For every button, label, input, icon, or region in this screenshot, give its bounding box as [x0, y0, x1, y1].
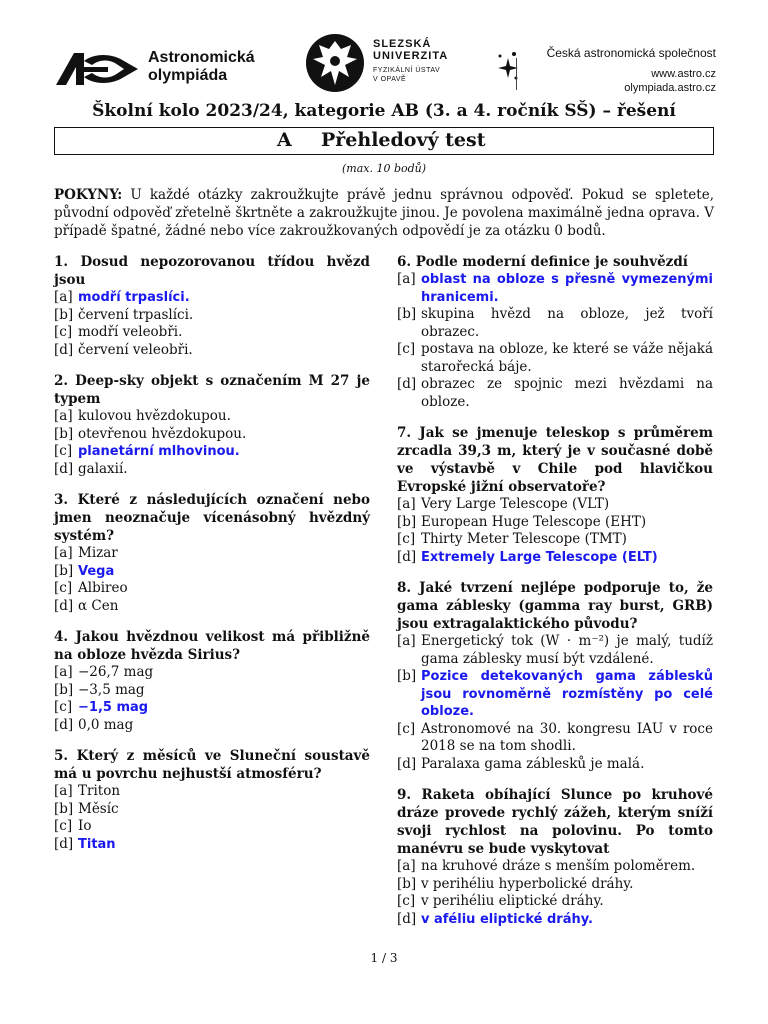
option-key: [c]	[54, 580, 73, 596]
instructions-text: U každé otázky zakroužkujte právě jednu správnou odpověď. Pokud se spletete, původní odpověď zřetelně škrtněte a zakroužkujte jinou. Je povolena maximálně jedna oprava. V případě špatné, žádné nebo více zakroužkovaných odpovědí je za otázku 0 bodů.	[54, 187, 714, 239]
su-sub-1: FYZIKÁLNÍ ÚSTAV	[373, 67, 441, 74]
option-text: Astronomové na 30. kongresu IAU v roce 2018 se na tom shodli.	[421, 720, 713, 754]
question	[54, 372, 370, 478]
option-key: [b]	[397, 513, 417, 530]
option-text: −26,7 mag	[78, 664, 154, 680]
answer-option-correct[interactable]	[397, 549, 713, 567]
astronomicka-olympiada-logo	[54, 45, 294, 93]
option-key: [a]	[397, 858, 416, 874]
questions-right-column	[397, 253, 713, 941]
answer-option[interactable]	[397, 514, 713, 532]
cas-name: Česká astronomická společnost	[546, 46, 716, 60]
answer-option-correct[interactable]	[397, 668, 713, 721]
answer-option-correct[interactable]	[397, 911, 713, 929]
option-key: [d]	[397, 910, 417, 927]
olympiada-website-link[interactable]: olympiada.astro.cz	[624, 82, 716, 94]
answer-option[interactable]	[397, 721, 713, 756]
answer-option[interactable]	[54, 307, 370, 325]
option-key: [c]	[397, 531, 416, 547]
answer-option-correct[interactable]	[54, 443, 370, 461]
option-key: [b]	[54, 800, 74, 817]
option-text: obrazec ze spojnic mezi hvězdami na obloze.	[421, 376, 713, 410]
option-text: Paralaxa gama záblesků je malá.	[421, 755, 645, 772]
answer-option[interactable]	[397, 858, 713, 876]
option-key: [c]	[397, 893, 416, 909]
su-sub-2: V OPAVĚ	[373, 76, 407, 83]
question-text: 9. Raketa obíhající Slunce po kruhové dráze provede rychlý zážeh, kterým sníží svoji rychlost na polovinu. Po tomto manévru se bude vyskytovat	[397, 787, 713, 857]
option-key: [a]	[397, 633, 416, 649]
option-text: Mizar	[78, 545, 118, 561]
option-key: [c]	[54, 699, 73, 715]
answer-option-correct[interactable]	[54, 836, 370, 854]
option-text: −1,5 mag	[78, 700, 149, 715]
question-text: 8. Jaké tvrzení nejlépe podporuje to, že gama záblesky (gamma ray burst, GRB) jsou extragalaktického původu?	[397, 580, 713, 632]
option-key: [d]	[54, 835, 74, 852]
answer-option[interactable]	[54, 580, 370, 598]
page-number: 1 / 3	[370, 951, 398, 965]
question-text: 7. Jak se jmenuje teleskop s průměrem zrcadla 39,3 m, který je v současné době ve výstavbě v Chile pod hlavičkou Evropské jižní observatoře?	[397, 425, 713, 495]
ceska-astronomicka-spolecnost-logo	[494, 44, 716, 100]
cas-website-link[interactable]: www.astro.cz	[651, 68, 716, 80]
section-letter: A	[277, 129, 292, 151]
option-text: oblast na obloze s přesně vymezenými hranicemi.	[421, 272, 713, 305]
answer-option[interactable]	[54, 598, 370, 616]
option-text: kulovou hvězdokupou.	[78, 408, 231, 424]
option-text: v aféliu eliptické dráhy.	[421, 911, 593, 927]
option-key: [a]	[54, 545, 73, 561]
option-text: na kruhové dráze s menším poloměrem.	[421, 858, 696, 874]
answer-option[interactable]	[54, 545, 370, 563]
answer-option[interactable]	[54, 408, 370, 426]
option-key: [b]	[54, 681, 74, 698]
option-key: [d]	[54, 597, 74, 614]
option-key: [b]	[54, 562, 74, 579]
su-line-1: SLEZSKÁ	[373, 38, 432, 50]
option-key: [b]	[54, 425, 74, 442]
answer-option[interactable]	[397, 756, 713, 774]
option-key: [a]	[54, 783, 73, 799]
option-text: Extremely Large Telescope (ELT)	[421, 549, 658, 565]
option-key: [d]	[397, 376, 417, 392]
answer-option[interactable]	[397, 633, 713, 668]
answer-option[interactable]	[54, 818, 370, 836]
ao-line-2: olympiáda	[148, 67, 228, 84]
option-key: [b]	[397, 306, 417, 322]
question-text: 1. Dosud nepozorovanou třídou hvězd jsou	[54, 254, 370, 288]
option-key: [a]	[397, 496, 416, 512]
option-key: [b]	[54, 306, 74, 323]
question	[54, 491, 370, 615]
su-line-2: UNIVERZITA	[373, 50, 449, 62]
option-text: otevřenou hvězdokupou.	[78, 425, 247, 442]
question	[54, 628, 370, 734]
option-text: Triton	[78, 783, 121, 799]
option-text: galaxií.	[78, 460, 128, 477]
university-emblem-icon	[305, 33, 367, 93]
question-text: 3. Které z následujících označení nebo jmen neoznačuje vícenásobný hvězdný systém?	[54, 492, 370, 544]
option-key: [b]	[397, 668, 417, 684]
option-text: postava na obloze, ke které se váže nějaká starořecká báje.	[421, 341, 713, 375]
question-text: 4. Jakou hvězdnou velikost má přibližně na obloze hvězda Sirius?	[54, 629, 370, 663]
option-key: [a]	[54, 289, 73, 305]
answer-option[interactable]	[54, 783, 370, 801]
option-text: Titan	[78, 836, 116, 852]
option-text: modří trpaslíci.	[78, 290, 190, 305]
question-text: 6. Podle moderní definice je souhvězdí	[397, 254, 688, 270]
option-key: [c]	[397, 341, 416, 357]
max-points: (max. 10 bodů)	[341, 162, 427, 175]
answer-option[interactable]	[397, 876, 713, 894]
answer-option[interactable]	[397, 496, 713, 514]
answer-option[interactable]	[54, 717, 370, 735]
question	[397, 253, 713, 411]
answer-option[interactable]	[54, 324, 370, 342]
answer-option[interactable]	[397, 531, 713, 549]
option-text: Energetický tok (W · m⁻²) je malý, tudíž gama záblesky musí být vzdálené.	[421, 633, 713, 667]
option-text: Albireo	[78, 580, 128, 596]
answer-option[interactable]	[54, 461, 370, 479]
option-key: [c]	[54, 443, 73, 459]
option-text: Io	[78, 818, 92, 834]
answer-option[interactable]	[397, 376, 713, 411]
section-title-box	[54, 127, 714, 155]
question	[397, 786, 713, 928]
question	[54, 747, 370, 853]
option-text: Pozice detekovaných gama záblesků jsou rovnoměrně rozmístěny po celé obloze.	[421, 669, 713, 719]
option-text: červení veleobři.	[78, 341, 193, 358]
option-key: [d]	[397, 755, 417, 772]
star-cluster-icon	[494, 46, 524, 86]
option-text: European Huge Telescope (EHT)	[421, 513, 647, 530]
option-key: [c]	[54, 324, 73, 340]
option-key: [c]	[54, 818, 73, 834]
question-text: 5. Který z měsíců ve Sluneční soustavě má u povrchu nejhustší atmosféru?	[54, 748, 370, 782]
option-key: [b]	[397, 875, 417, 892]
question-text: 2. Deep-sky objekt s označením M 27 je typem	[54, 373, 370, 407]
option-text: −3,5 mag	[78, 681, 145, 698]
option-text: v perihéliu hyperbolické dráhy.	[421, 875, 634, 892]
option-text: Měsíc	[78, 800, 119, 817]
instructions	[54, 186, 714, 240]
option-key: [c]	[397, 720, 416, 737]
option-key: [d]	[54, 341, 74, 358]
answer-option[interactable]	[54, 682, 370, 700]
slezska-univerzita-logo	[305, 33, 495, 93]
option-text: Vega	[78, 563, 115, 579]
option-key: [a]	[54, 664, 73, 680]
option-text: Very Large Telescope (VLT)	[421, 496, 610, 512]
answer-option[interactable]	[54, 664, 370, 682]
answer-option[interactable]	[397, 893, 713, 911]
option-text: v perihéliu eliptické dráhy.	[421, 893, 604, 909]
ao-logo-icon	[54, 51, 140, 87]
question	[397, 424, 713, 566]
answer-option[interactable]	[397, 306, 713, 341]
option-text: Thirty Meter Telescope (TMT)	[421, 531, 627, 547]
answer-option-correct[interactable]	[397, 271, 713, 306]
answer-option-correct[interactable]	[54, 699, 370, 717]
ao-line-1: Astronomická	[148, 49, 255, 66]
option-text: červení trpaslíci.	[78, 306, 194, 323]
option-text: α Cen	[78, 597, 119, 614]
answer-option[interactable]	[54, 426, 370, 444]
round-title: Školní kolo 2023/24, kategorie AB (3. a 4. ročník SŠ) – řešení	[92, 101, 676, 121]
answer-option-correct[interactable]	[54, 563, 370, 581]
option-key: [d]	[397, 548, 417, 565]
option-key: [a]	[397, 271, 416, 287]
answer-option[interactable]	[397, 341, 713, 376]
option-text: modří veleobři.	[78, 324, 183, 340]
questions-left-column	[54, 253, 370, 866]
option-key: [a]	[54, 408, 73, 424]
instructions-label: POKYNY:	[54, 187, 123, 203]
section-title: Přehledový test	[321, 129, 486, 151]
answer-option[interactable]	[54, 801, 370, 819]
option-text: skupina hvězd na obloze, jež tvoří obrazec.	[421, 306, 713, 340]
answer-option[interactable]	[54, 342, 370, 360]
option-text: 0,0 mag	[78, 716, 134, 733]
option-key: [d]	[54, 460, 74, 477]
cas-divider	[516, 58, 517, 90]
option-text: planetární mlhovinou.	[78, 444, 240, 459]
answer-option-correct[interactable]	[54, 289, 370, 307]
question	[54, 253, 370, 359]
question	[397, 579, 713, 773]
option-key: [d]	[54, 716, 74, 733]
